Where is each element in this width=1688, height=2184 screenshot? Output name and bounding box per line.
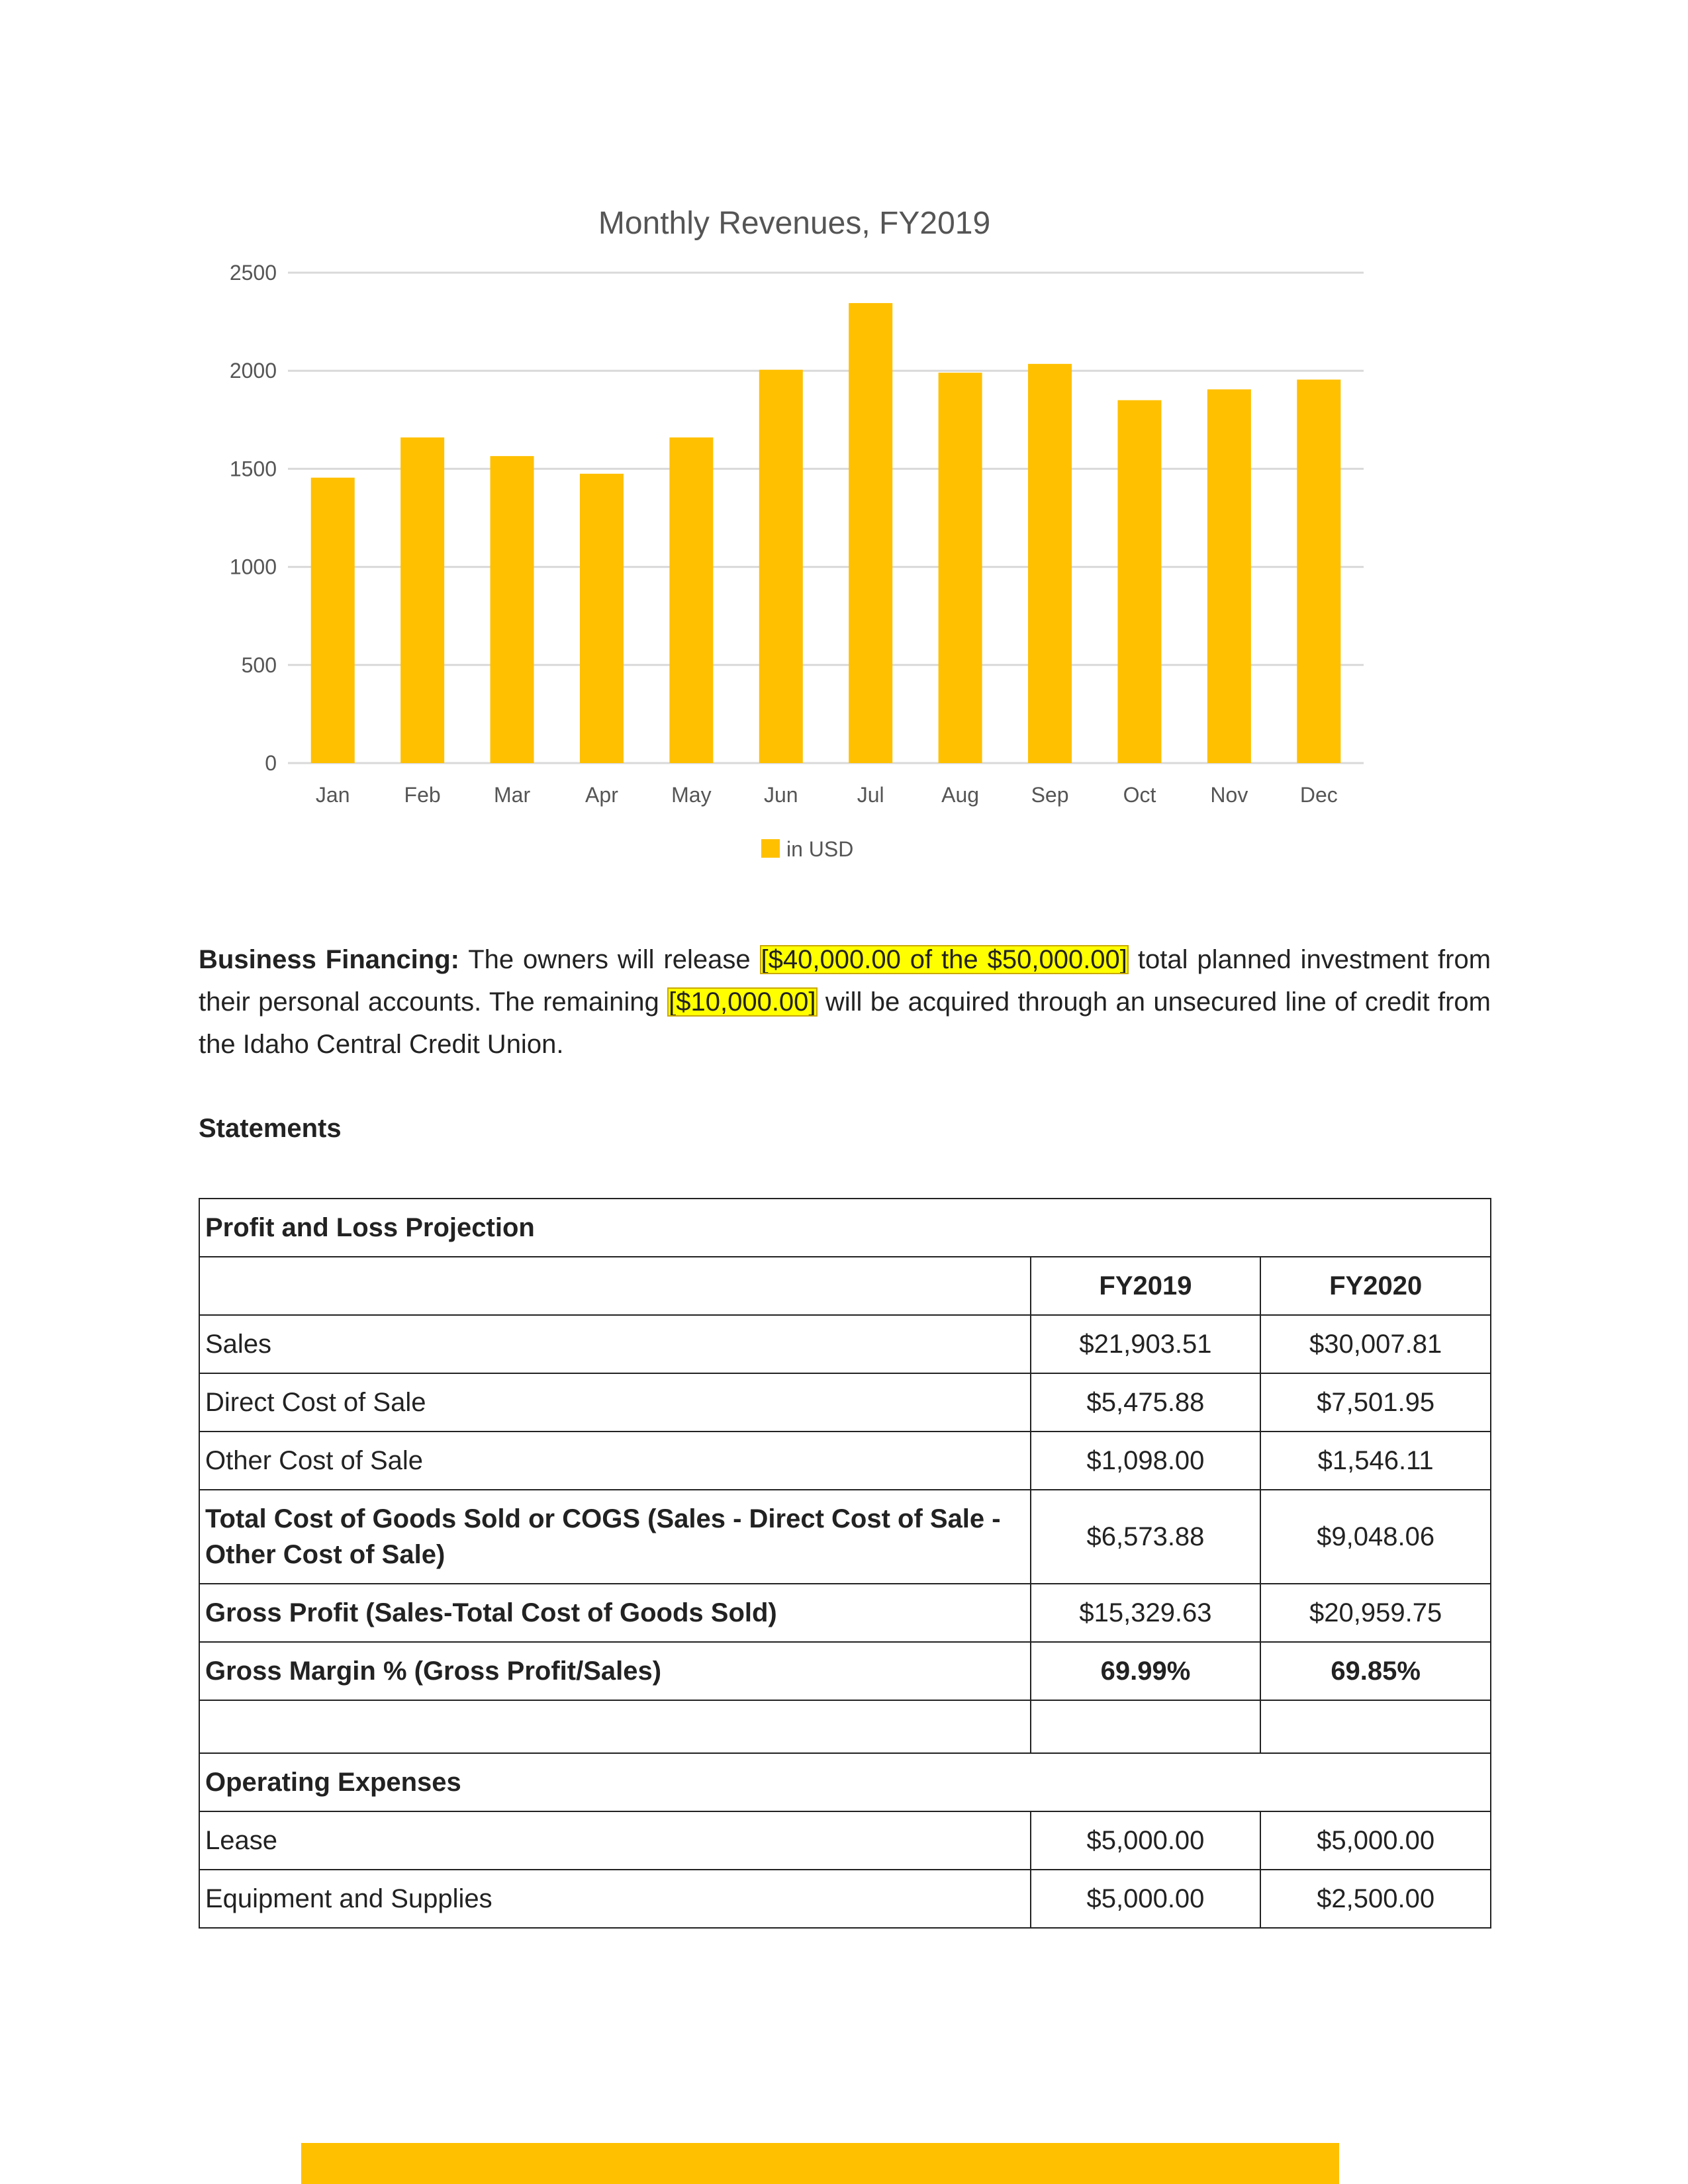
x-tick-label: Mar <box>493 783 531 807</box>
row-value-fy2020: $2,500.00 <box>1260 1870 1491 1928</box>
financing-text-2: total planned investment from their personal accounts. The remaining <box>199 945 1491 1017</box>
row-label: Gross Profit (Sales-Total Cost of Goods Sold) <box>199 1584 1031 1642</box>
bar-nov <box>1207 389 1251 763</box>
x-tick-label: Aug <box>941 783 980 807</box>
bar-feb <box>400 437 444 763</box>
table-row <box>199 1315 1491 1373</box>
y-tick-label: 2000 <box>229 359 277 383</box>
financing-text-1: The owners will release <box>459 945 760 974</box>
table-title-row <box>199 1199 1491 1257</box>
table-header-row <box>199 1257 1491 1315</box>
monthly-revenue-chart <box>0 0 1688 900</box>
row-value-fy2019: 69.99% <box>1031 1642 1261 1700</box>
header-fy2020: FY2020 <box>1260 1257 1491 1315</box>
y-tick-label: 0 <box>265 751 277 775</box>
table-row <box>199 1811 1491 1870</box>
empty-cell <box>1031 1700 1261 1753</box>
y-axis-ticks <box>230 261 277 775</box>
row-value-fy2020: $5,000.00 <box>1260 1811 1491 1870</box>
x-tick-label: Jun <box>763 783 798 807</box>
header-fy2019: FY2019 <box>1031 1257 1261 1315</box>
bar-dec <box>1297 380 1340 763</box>
header-blank <box>199 1257 1031 1315</box>
chart-title: Monthly Revenues, FY2019 <box>598 206 991 241</box>
table-row <box>199 1373 1491 1432</box>
row-value-fy2019: $6,573.88 <box>1031 1490 1261 1584</box>
profit-loss-table <box>199 1198 1491 1929</box>
table-row <box>199 1642 1491 1700</box>
x-tick-label: Jul <box>857 783 884 807</box>
y-tick-label: 2500 <box>229 261 277 285</box>
bar-may <box>669 437 713 763</box>
x-tick-label: May <box>671 783 712 807</box>
financing-text-3: will be acquired through an unsecured line of credit from the Idaho Central Credit Union. <box>199 987 1491 1059</box>
x-tick-label: Nov <box>1210 783 1248 807</box>
table-row <box>199 1870 1491 1928</box>
bar-mar <box>491 456 534 763</box>
x-tick-label: Feb <box>404 783 441 807</box>
x-tick-label: Sep <box>1031 783 1069 807</box>
row-value-fy2019: $5,475.88 <box>1031 1373 1261 1432</box>
row-value-fy2020: $30,007.81 <box>1260 1315 1491 1373</box>
footer-bar <box>301 2143 1339 2184</box>
y-tick-label: 1000 <box>229 555 277 579</box>
opex-title: Operating Expenses <box>199 1753 1491 1811</box>
x-axis-ticks <box>316 783 1338 807</box>
legend-label: in USD <box>786 837 854 861</box>
table-title: Profit and Loss Projection <box>199 1199 1491 1257</box>
row-value-fy2020: $7,501.95 <box>1260 1373 1491 1432</box>
bar-aug <box>939 373 982 763</box>
bar-jun <box>759 370 803 763</box>
row-value-fy2019: $5,000.00 <box>1031 1870 1261 1928</box>
row-value-fy2020: 69.85% <box>1260 1642 1491 1700</box>
x-tick-label: Oct <box>1123 783 1156 807</box>
x-tick-label: Jan <box>315 783 350 807</box>
row-value-fy2019: $5,000.00 <box>1031 1811 1261 1870</box>
row-value-fy2019: $15,329.63 <box>1031 1584 1261 1642</box>
statements-heading: Statements <box>199 1114 342 1143</box>
table-row <box>199 1432 1491 1490</box>
x-tick-label: Apr <box>585 783 618 807</box>
row-value-fy2020: $9,048.06 <box>1260 1490 1491 1584</box>
bar-apr <box>580 474 624 763</box>
row-value-fy2020: $1,546.11 <box>1260 1432 1491 1490</box>
financing-label: Business Financing: <box>199 945 459 974</box>
row-label: Sales <box>199 1315 1031 1373</box>
row-label: Total Cost of Goods Sold or COGS (Sales - Direct Cost of Sale - Other Cost of Sale) <box>199 1490 1031 1584</box>
row-label: Direct Cost of Sale <box>199 1373 1031 1432</box>
row-value-fy2019: $21,903.51 <box>1031 1315 1261 1373</box>
chart-gridlines <box>288 273 1364 763</box>
bar-jan <box>311 478 355 763</box>
bar-jul <box>849 303 892 763</box>
row-label: Gross Margin % (Gross Profit/Sales) <box>199 1642 1031 1700</box>
table-row <box>199 1584 1491 1642</box>
table-row <box>199 1490 1491 1584</box>
row-label: Equipment and Supplies <box>199 1870 1031 1928</box>
legend-swatch <box>761 839 780 858</box>
x-tick-label: Dec <box>1299 783 1338 807</box>
bar-oct <box>1117 400 1161 763</box>
opex-title-row <box>199 1753 1491 1811</box>
table-empty-row <box>199 1700 1491 1753</box>
highlight-investment: [$40,000.00 of the $50,000.00] <box>761 945 1127 974</box>
highlight-credit: [$10,000.00] <box>669 987 816 1017</box>
row-label: Lease <box>199 1811 1031 1870</box>
y-tick-label: 500 <box>241 653 277 677</box>
row-value-fy2019: $1,098.00 <box>1031 1432 1261 1490</box>
bar-sep <box>1028 364 1072 763</box>
row-label: Other Cost of Sale <box>199 1432 1031 1490</box>
empty-cell <box>1260 1700 1491 1753</box>
chart-legend <box>761 837 853 861</box>
empty-cell <box>199 1700 1031 1753</box>
chart-bars <box>311 303 1341 763</box>
y-tick-label: 1500 <box>229 457 277 481</box>
row-value-fy2020: $20,959.75 <box>1260 1584 1491 1642</box>
financing-paragraph <box>199 938 1491 1066</box>
